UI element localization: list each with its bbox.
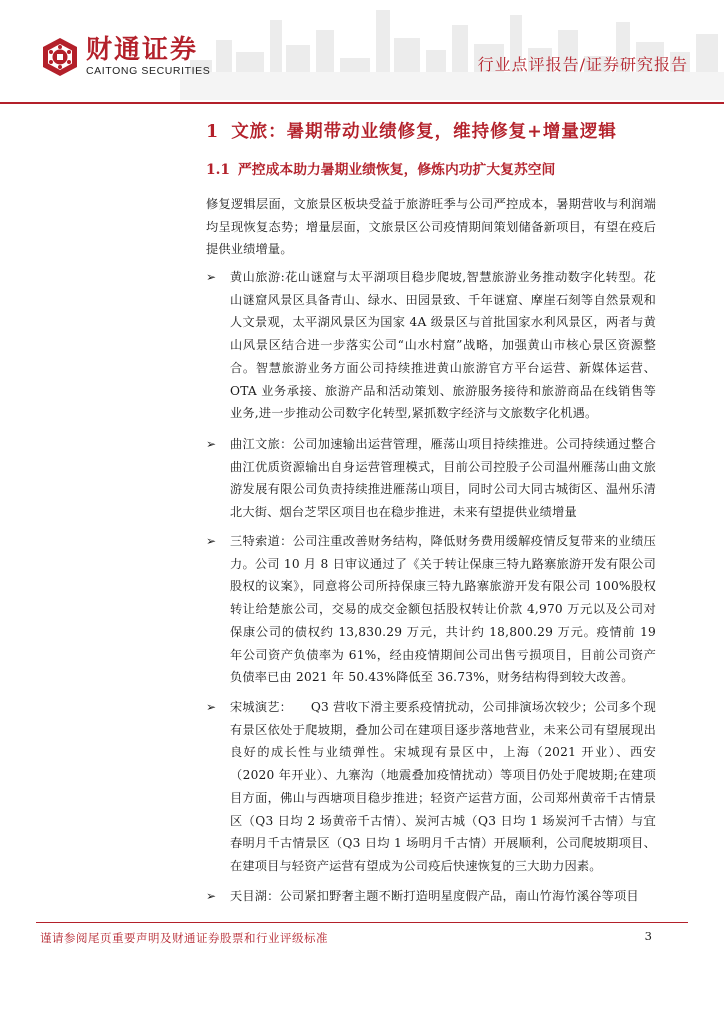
bullet-huangshan (206, 266, 656, 425)
bullet-text: 三特索道：公司注重改善财务结构，降低财务费用缓解疫情反复带来的业绩压力。公司 10 月 8 日审议通过了《关于转让保康三特九路寨旅游开发有限公司股权的议案》，同意将公司所持保康三特九路寨旅游开发有限公司 100%股权转让给楚旅公司，交易的成交金额包括股权转让价款 4,970 万元以及公司对保康公司的债权约 13,830.29 万元，共计约 18,800.29 万元。疫情前 19 年公司资产负债率为 61%，经由疫情期间公司出售亏损项目，目前公司资产负债率已由 2021 年 50.43%降低至 36.73%，财务结构得到较大改善。 (230, 534, 656, 685)
header-divider (0, 102, 724, 104)
bullet-text: 曲江文旅：公司加速输出运营管理，雁荡山项目持续推进。公司持续通过整合曲江优质资源输出自身运营管理模式，目前公司控股子公司温州雁荡山曲文旅游发展有限公司负责持续推进雁荡山项目，同时公司大同古城街区、温州乐清北大街、烟台芝罘区项目也在稳步推进，未来有望提供业绩增量 (230, 437, 656, 520)
section-heading (206, 118, 617, 143)
bullet-qujiang (206, 433, 656, 524)
bullet-text: 天目湖：公司紧扣野奢主题不断打造明星度假产品，南山竹海竹溪谷等项目 (230, 889, 639, 903)
disclaimer-note: 谨请参阅尾页重要声明及财通证券股票和行业评级标准 (40, 931, 328, 945)
arrow-bullet-icon: ➢ (206, 889, 217, 903)
footer-divider (36, 922, 688, 923)
bullet-sante (206, 530, 656, 689)
caitong-logo (40, 36, 210, 77)
subsection-number: 1.1 (206, 162, 231, 178)
page-number: 3 (644, 929, 652, 943)
section-title: 文旅：暑期带动业绩修复，维持修复+增量逻辑 (231, 122, 617, 142)
logo-english-name: CAITONG SECURITIES (86, 65, 211, 77)
city-skyline-decoration (180, 0, 724, 100)
bullet-text: 宋城演艺： Q3 营收下滑主要系疫情扰动，公司排演场次较少；公司多个现有景区依处于爬坡期，叠加公司在建项目逐步落地营业，未来公司有望展现出良好的成长性与业绩弹性。宋城现有景区中，上海（2021 开业）、西安（2020 年开业）、九寨沟（地震叠加疫情扰动）等项目仍处于爬坡期;在建项目方面，佛山与西塘项目稳步推进；轻资产运营方面，公司郑州黄帝千古情景区（Q3 日均 2 场黄帝千古情）、炭河古城（Q3 日均 1 场炭河千古情）与宜春明月千古情景区（Q3 日均 1 场明月千古情）开展顺利，公司爬坡期项目、在建项目与轻资产运营有望成为公司疫后快速恢复的三大助力因素。 (230, 700, 656, 873)
arrow-bullet-icon: ➢ (206, 534, 217, 548)
logo-chinese-name: 财通证券 (86, 35, 199, 65)
bullet-songcheng (206, 696, 656, 878)
report-type-label: 行业点评报告/证券研究报告 (477, 55, 688, 74)
subsection-title: 严控成本助力暑期业绩恢复，修炼内功扩大复苏空间 (238, 162, 556, 178)
arrow-bullet-icon: ➢ (206, 700, 217, 714)
section-number: 1 (206, 122, 220, 142)
arrow-bullet-icon: ➢ (206, 437, 217, 451)
caitong-logo-icon (40, 37, 80, 77)
arrow-bullet-icon: ➢ (206, 270, 217, 284)
bullet-tianmuhu (206, 885, 656, 908)
intro-paragraph: 修复逻辑层面，文旅景区板块受益于旅游旺季与公司严控成本，暑期营收与利润端均呈现恢复态势；增量层面，文旅景区公司疫情期间策划储备新项目，有望在疫后提供业绩增量。 (206, 197, 656, 257)
subsection-heading (206, 158, 555, 178)
page-header (0, 0, 724, 108)
bullet-text: 黄山旅游:花山谜窟与太平湖项目稳步爬坡,智慧旅游业务推动数字化转型。花山谜窟风景区具备青山、绿水、田园景致、千年谜窟、摩崖石刻等自然景观和人文景观，太平湖风景区为国家 4A 级景区与首批国家水利风景区，两者与黄山风景区结合进一步落实公司“山水村窟”战略，加强黄山市核心景区资源整合。智慧旅游业务方面公司持续推进黄山旅游官方平台运营、新媒体运营、OTA 业务承接、旅游产品和活动策划、旅游服务接待和旅游商品在线销售等业务,进一步推动公司数字化转型,紧抓数字经济与文旅数字化机遇。 (230, 270, 656, 421)
